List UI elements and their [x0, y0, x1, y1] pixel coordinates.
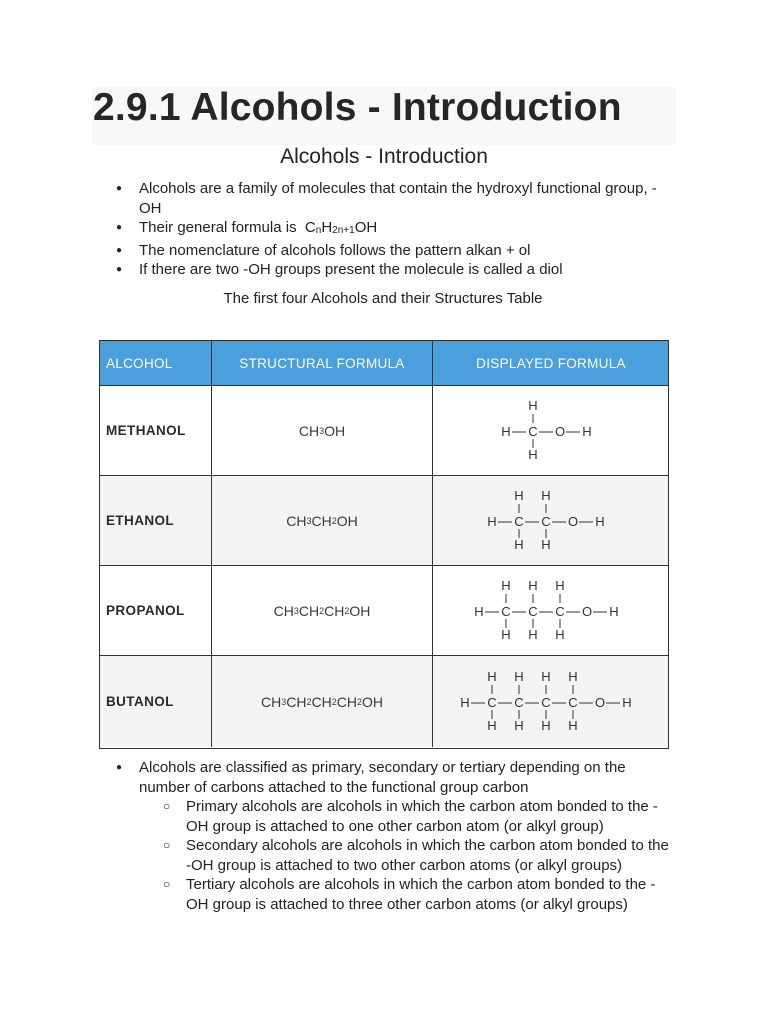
- structural-formula: CH 3 CH 2 OH: [211, 476, 432, 565]
- general-formula: CnH2n+1OH: [304, 219, 378, 236]
- hydrogen-atom: H: [568, 717, 578, 733]
- list-item: [116, 758, 676, 914]
- hydrogen-atom: H: [487, 513, 497, 529]
- hydrogen-atom: H: [514, 487, 524, 503]
- hydrogen-atom: H: [595, 513, 605, 529]
- alcohol-name: BUTANOL: [106, 694, 174, 709]
- list-item: [116, 218, 676, 241]
- hydrogen-atom: H: [514, 668, 524, 684]
- hydrogen-atom: H: [500, 577, 511, 593]
- table-row: [100, 475, 668, 565]
- hydrogen-atom: H: [554, 577, 565, 593]
- hydrogen-atom: H: [541, 717, 551, 733]
- displayed-formula: [432, 476, 669, 565]
- sub-list-item: ○ Tertiary alcohols are alcohols in which the carbon atom bonded to the -OH group is attached to three other carbon atoms (or alkyl groups): [163, 875, 676, 914]
- hydrogen-atom: H: [581, 423, 592, 439]
- hydrogen-atom: H: [487, 668, 497, 684]
- list-item: [116, 260, 676, 280]
- displayed-formula: [432, 566, 669, 655]
- structural-formula: CH 3 OH: [211, 386, 432, 475]
- alcohol-name: PROPANOL: [106, 603, 185, 618]
- hydrogen-atom: H: [568, 668, 578, 684]
- carbon-atom: C: [487, 694, 497, 710]
- classification-list: [116, 758, 676, 914]
- hydrogen-atom: H: [514, 536, 524, 552]
- hydrogen-atom: H: [500, 423, 511, 439]
- page-title: 2.9.1 Alcohols - Introduction: [93, 86, 622, 129]
- hydrogen-atom: H: [608, 603, 619, 619]
- oxygen-atom: O: [554, 423, 565, 439]
- sub-list-item: ○ Primary alcohols are alcohols in which the carbon atom bonded to the -OH group is attached to one other carbon atom (or alkyl group): [163, 797, 676, 836]
- oxygen-atom: O: [567, 513, 579, 529]
- hydrogen-atom: H: [527, 397, 538, 413]
- hydrogen-atom: H: [541, 536, 551, 552]
- structural-formula: CH 3 CH 2 CH 2 CH 2 OH: [211, 656, 432, 747]
- classification-sublist: [139, 797, 676, 914]
- hydrogen-atom: H: [541, 668, 551, 684]
- displayed-formula-diagram: [455, 667, 647, 737]
- hydrogen-atom: H: [500, 626, 511, 642]
- hydrogen-atom: H: [487, 717, 497, 733]
- hydrogen-atom: H: [554, 626, 565, 642]
- carbon-atom: C: [500, 603, 511, 619]
- carbon-atom: C: [527, 423, 538, 439]
- displayed-formula-diagram: [469, 576, 634, 646]
- hydrogen-atom: H: [460, 694, 470, 710]
- header-alcohol: ALCOHOL: [106, 355, 173, 371]
- oxygen-atom: O: [581, 603, 592, 619]
- carbon-atom: C: [541, 513, 551, 529]
- bullet-text: The nomenclature of alcohols follows the pattern alkan + ol: [139, 241, 531, 259]
- section-title: Alcohols - Introduction: [280, 145, 488, 168]
- carbon-atom: C: [514, 513, 524, 529]
- hydrogen-atom: H: [541, 487, 551, 503]
- hydrogen-atom: H: [527, 446, 538, 462]
- alcohol-name: METHANOL: [106, 423, 186, 438]
- carbon-atom: C: [514, 694, 524, 710]
- bullet-text: Alcohols are a family of molecules that contain the hydroxyl functional group, -OH: [139, 180, 657, 217]
- alcohols-table: [99, 340, 669, 749]
- bullet-text: Their general formula is: [139, 219, 297, 236]
- hydrogen-atom: H: [527, 626, 538, 642]
- table-header-row: [100, 341, 668, 385]
- structural-formula: CH 3 CH 2 CH 2 OH: [211, 566, 432, 655]
- header-structural-formula: STRUCTURAL FORMULA: [211, 341, 432, 385]
- displayed-formula: [432, 656, 669, 747]
- carbon-atom: C: [554, 603, 565, 619]
- hydrogen-atom: H: [527, 577, 538, 593]
- carbon-atom: C: [568, 694, 578, 710]
- list-item: [116, 241, 676, 261]
- header-displayed-formula: DISPLAYED FORMULA: [432, 341, 669, 385]
- table-row: [100, 655, 668, 747]
- table-caption: The first four Alcohols and their Structures Table: [223, 290, 543, 307]
- alcohol-name: ETHANOL: [106, 513, 175, 528]
- bullet-text: If there are two -OH groups present the molecule is called a diol: [139, 261, 563, 278]
- hydrogen-atom: H: [473, 603, 484, 619]
- displayed-formula-diagram: [496, 396, 607, 466]
- displayed-formula-diagram: [482, 486, 620, 556]
- hydrogen-atom: H: [514, 717, 524, 733]
- sub-list-item: ○ Secondary alcohols are alcohols in which the carbon atom bonded to the -OH group is attached to two other carbon atoms (or alkyl groups): [163, 836, 676, 875]
- displayed-formula: [432, 386, 669, 475]
- classification-text: Alcohols are classified as primary, secondary or tertiary depending on the number of carbons attached to the functional group carbon: [139, 759, 626, 796]
- carbon-atom: C: [541, 694, 551, 710]
- table-row: [100, 385, 668, 475]
- carbon-atom: C: [527, 603, 538, 619]
- hydrogen-atom: H: [622, 694, 632, 710]
- table-row: [100, 565, 668, 655]
- list-item: [116, 179, 676, 218]
- oxygen-atom: O: [594, 694, 606, 710]
- intro-bullet-list: [116, 179, 676, 280]
